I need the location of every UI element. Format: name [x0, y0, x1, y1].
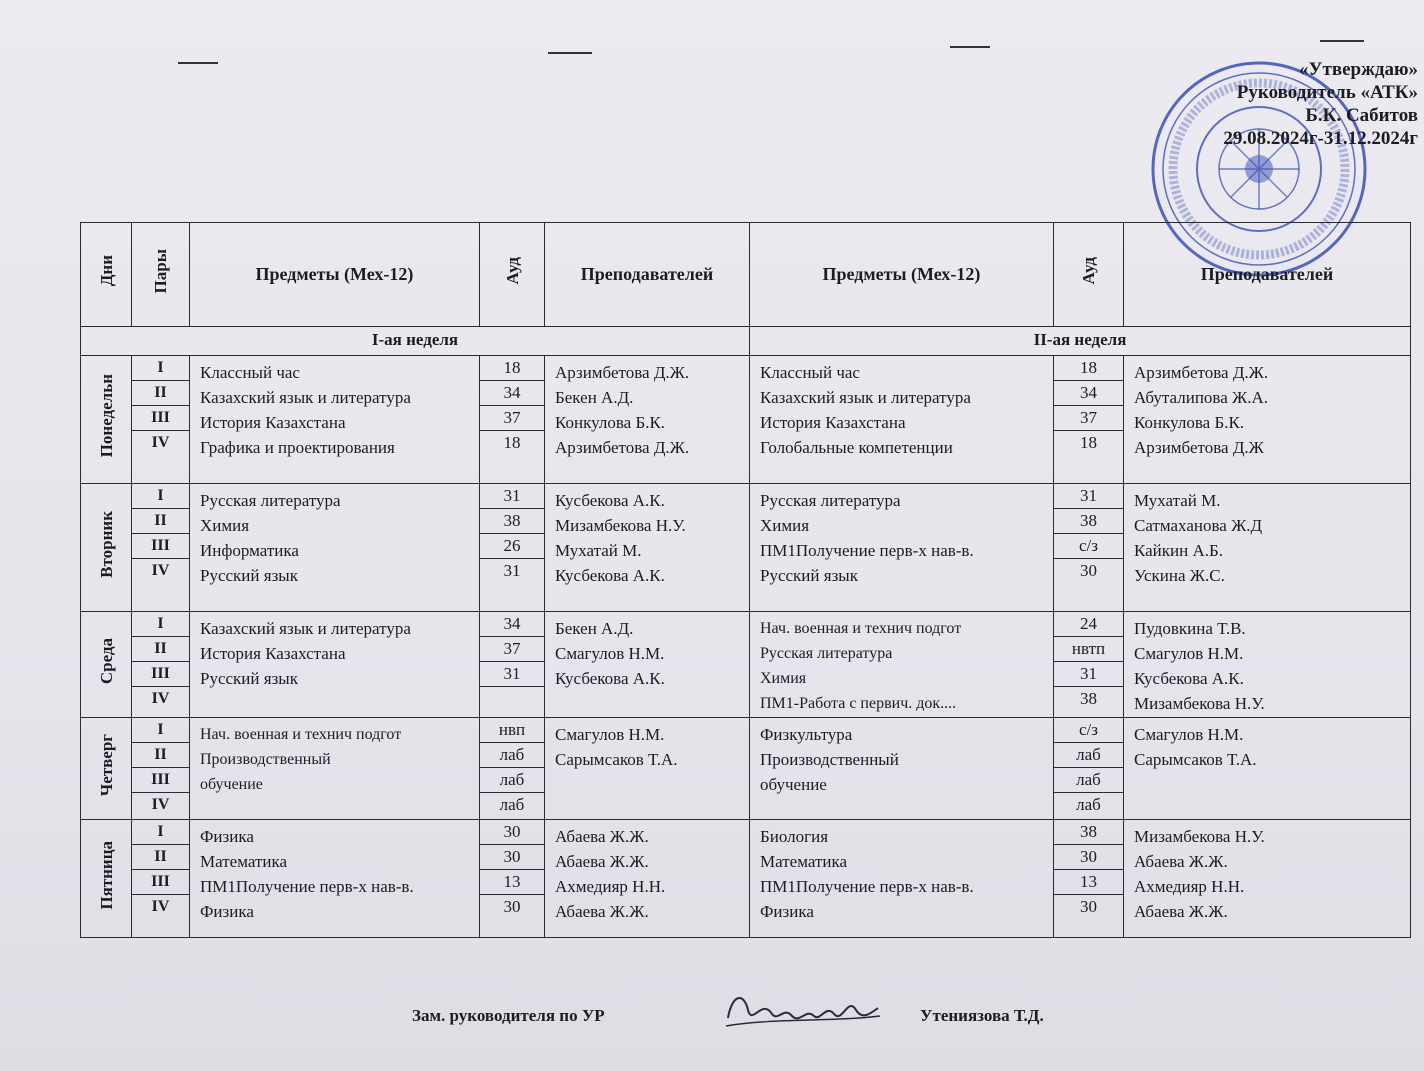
subject-item: Графика и проектирования: [200, 438, 395, 457]
pair-number: I: [132, 718, 189, 743]
teacher-item: Ускина Ж.С.: [1134, 566, 1225, 585]
subjects-week1-cell: [190, 612, 480, 718]
subject-item: Физика: [200, 827, 254, 846]
teacher-item: Абаева Ж.Ж.: [555, 827, 649, 846]
days-body: [81, 356, 1411, 938]
schedule-table: [80, 222, 1411, 938]
pair-number: IV: [151, 690, 170, 707]
aud-value: 34: [480, 612, 544, 637]
footer-name: Утениязова Т.Д.: [920, 1006, 1044, 1025]
day-name: Четверг: [96, 733, 116, 797]
aud-week1-cell: [480, 612, 545, 718]
day-row: [81, 484, 1411, 612]
pair-number: I: [132, 484, 189, 509]
aud-value: 18: [1054, 356, 1123, 381]
aud-value: [480, 687, 544, 711]
aud-value: 30: [503, 897, 521, 916]
aud-value: с/з: [1054, 534, 1123, 559]
aud-value: 31: [503, 561, 521, 580]
subject-item: Нач. военная и технич подгот: [760, 620, 962, 637]
aud-value: 30: [1080, 897, 1097, 916]
pairs-cell: [132, 356, 190, 484]
pair-number: III: [132, 768, 189, 793]
day-row: [81, 356, 1411, 484]
header-teachers-week2: Преподавателей: [1124, 223, 1411, 327]
teachers-week2-cell: [1124, 612, 1411, 718]
pair-number: II: [132, 743, 189, 768]
pair-number: I: [132, 820, 189, 845]
pair-number: I: [132, 612, 189, 637]
aud-week1-cell: [480, 820, 545, 938]
subject-item: Химия: [760, 516, 810, 535]
aud-value: 30: [1080, 561, 1097, 580]
day-name-cell: [81, 356, 132, 484]
top-dash-mark: [178, 62, 218, 64]
header-teachers-week1: Преподавателей: [545, 223, 750, 327]
subject-item: Русская литература: [760, 491, 901, 510]
subject-item: Производственный: [760, 750, 899, 769]
teacher-item: Мизамбекова Н.У.: [1134, 694, 1265, 713]
teachers-week2-cell: [1124, 484, 1411, 612]
subject-item: Биология: [760, 827, 829, 846]
teachers-week1-cell: [545, 718, 750, 820]
aud-value: нвтп: [1054, 637, 1123, 662]
teacher-item: Кусбекова А.К.: [1134, 669, 1244, 688]
teacher-item: Кусбекова А.К.: [555, 669, 665, 688]
subject-item: Физика: [200, 902, 254, 921]
subject-item: История Казахстана: [200, 413, 346, 432]
header-subjects-week2: Предметы (Мех-12): [750, 223, 1054, 327]
day-row: [81, 718, 1411, 820]
aud-value: 34: [480, 381, 544, 406]
subject-item: Химия: [760, 670, 807, 687]
day-name: Среда: [96, 637, 116, 685]
aud-value: 18: [503, 433, 521, 452]
teacher-item: Бекен А.Д.: [555, 388, 634, 407]
top-dash-mark: [1320, 40, 1364, 42]
subjects-week2-cell: [750, 612, 1054, 718]
approval-block: [1223, 58, 1418, 150]
teacher-item: Сатмаханова Ж.Д: [1134, 516, 1263, 535]
subject-item: ПМ1Получение перв-х нав-в.: [200, 877, 414, 896]
day-name-cell: [81, 820, 132, 938]
aud-week2-cell: [1054, 356, 1124, 484]
aud-value: 18: [1080, 433, 1097, 452]
teacher-item: Абаева Ж.Ж.: [1134, 852, 1228, 871]
day-name-cell: [81, 612, 132, 718]
pair-number: III: [132, 534, 189, 559]
subject-item: обучение: [200, 776, 263, 793]
teacher-item: Конкулова Б.К.: [1134, 413, 1245, 432]
teacher-item: Арзимбетова Д.Ж.: [555, 438, 690, 457]
aud-value: 38: [1080, 689, 1097, 708]
aud-week2-cell: [1054, 820, 1124, 938]
subject-item: Физика: [760, 902, 814, 921]
subject-item: Русская литература: [200, 491, 341, 510]
pair-number: IV: [151, 898, 170, 915]
subject-item: обучение: [760, 775, 827, 794]
teacher-item: Смагулов Н.М.: [1134, 725, 1244, 744]
subject-item: Физкультура: [760, 725, 853, 744]
teacher-item: Мухатай М.: [555, 541, 642, 560]
subject-item: Казахский язык и литература: [760, 388, 971, 407]
teachers-week1-cell: [545, 612, 750, 718]
aud-week1-cell: [480, 356, 545, 484]
aud-value: 38: [480, 509, 544, 534]
approval-title: «Утверждаю»: [1299, 59, 1418, 80]
aud-value: 38: [1054, 820, 1123, 845]
teachers-week1-cell: [545, 484, 750, 612]
aud-value: 38: [1054, 509, 1123, 534]
pair-number: III: [132, 662, 189, 687]
subject-item: Казахский язык и литература: [200, 388, 411, 407]
aud-value: 30: [1054, 845, 1123, 870]
aud-value: лаб: [1054, 768, 1123, 793]
subject-item: Русская литература: [760, 645, 893, 662]
teacher-item: Кайкин А.Б.: [1134, 541, 1224, 560]
teacher-item: Ахмедияр Н.Н.: [1134, 877, 1245, 896]
aud-week1-cell: [480, 484, 545, 612]
approval-name: Б.К. Сабитов: [1305, 105, 1418, 126]
pair-number: IV: [151, 434, 170, 451]
teacher-item: Мухатай М.: [1134, 491, 1221, 510]
subjects-week1-cell: [190, 484, 480, 612]
aud-value: 26: [480, 534, 544, 559]
teacher-item: Конкулова Б.К.: [555, 413, 666, 432]
teacher-item: Абаева Ж.Ж.: [555, 852, 649, 871]
aud-value: 18: [480, 356, 544, 381]
pairs-cell: [132, 484, 190, 612]
aud-week2-cell: [1054, 718, 1124, 820]
aud-value: 37: [480, 406, 544, 431]
aud-week1-cell: [480, 718, 545, 820]
pair-number: II: [132, 509, 189, 534]
week1-label: I-ая неделя: [81, 327, 750, 356]
subject-item: ПМ1Получение перв-х нав-в.: [760, 877, 974, 896]
day-row: [81, 820, 1411, 938]
subjects-week2-cell: [750, 484, 1054, 612]
aud-value: 31: [1054, 662, 1123, 687]
subjects-week2-cell: [750, 356, 1054, 484]
pairs-cell: [132, 612, 190, 718]
teacher-item: Смагулов Н.М.: [555, 644, 665, 663]
aud-value: с/з: [1054, 718, 1123, 743]
pair-number: II: [132, 845, 189, 870]
approval-position: Руководитель «АТК»: [1236, 82, 1418, 103]
day-name: Пятница: [96, 840, 116, 910]
subject-item: Математика: [200, 852, 288, 871]
header-aud-week1: Ауд: [480, 223, 545, 327]
teacher-item: Мизамбекова Н.У.: [1134, 827, 1265, 846]
subjects-week1-cell: [190, 718, 480, 820]
pairs-cell: [132, 820, 190, 938]
teacher-item: Абаева Ж.Ж.: [555, 902, 649, 921]
pair-number: IV: [151, 562, 170, 579]
pairs-cell: [132, 718, 190, 820]
subject-item: Казахский язык и литература: [200, 619, 411, 638]
subject-item: Нач. военная и технич подгот: [200, 726, 402, 743]
aud-value: 24: [1054, 612, 1123, 637]
day-name: Понедельн: [96, 374, 116, 458]
day-name: Вторник: [96, 510, 116, 578]
aud-value: 31: [480, 662, 544, 687]
week2-label: II-ая неделя: [750, 327, 1411, 356]
teacher-item: Арзимбетова Д.Ж.: [555, 363, 690, 382]
aud-value: лаб: [480, 768, 544, 793]
aud-value: лаб: [1076, 795, 1101, 814]
teacher-item: Сарымсаков Т.А.: [555, 750, 678, 769]
pair-number: II: [132, 637, 189, 662]
teacher-item: Смагулов Н.М.: [555, 725, 665, 744]
aud-value: лаб: [480, 743, 544, 768]
subject-item: Русский язык: [760, 566, 858, 585]
subject-item: Классный час: [760, 363, 860, 382]
teachers-week2-cell: [1124, 820, 1411, 938]
subject-item: Русский язык: [200, 566, 298, 585]
teacher-item: Кусбекова А.К.: [555, 491, 665, 510]
header-pairs: Пары: [132, 223, 190, 327]
teacher-item: Бекен А.Д.: [555, 619, 634, 638]
aud-value: 31: [1054, 484, 1123, 509]
subject-item: ПМ1-Работа с первич. док....: [760, 695, 957, 712]
subject-item: Математика: [760, 852, 848, 871]
teacher-item: Арзимбетова Д.Ж: [1134, 438, 1264, 457]
aud-value: лаб: [1054, 743, 1123, 768]
aud-week2-cell: [1054, 612, 1124, 718]
top-dash-mark: [548, 52, 592, 54]
aud-week2-cell: [1054, 484, 1124, 612]
aud-value: 13: [480, 870, 544, 895]
aud-value: нвп: [480, 718, 544, 743]
aud-value: лаб: [499, 795, 525, 814]
aud-value: 34: [1054, 381, 1123, 406]
subject-item: Информатика: [200, 541, 299, 560]
header-subjects-week1: Предметы (Мех-12): [190, 223, 480, 327]
aud-value: 13: [1054, 870, 1123, 895]
day-name-cell: [81, 718, 132, 820]
pair-number: IV: [151, 796, 170, 813]
day-name-cell: [81, 484, 132, 612]
aud-value: 30: [480, 845, 544, 870]
top-dash-mark: [950, 46, 990, 48]
teachers-week1-cell: [545, 356, 750, 484]
subject-item: История Казахстана: [200, 644, 346, 663]
pair-number: III: [132, 406, 189, 431]
approval-period: 29.08.2024г-31.12.2024г: [1223, 128, 1418, 149]
pair-number: III: [132, 870, 189, 895]
teachers-week2-cell: [1124, 718, 1411, 820]
pair-number: II: [132, 381, 189, 406]
teacher-item: Мизамбекова Н.У.: [555, 516, 686, 535]
subjects-week1-cell: [190, 356, 480, 484]
subject-item: ПМ1Получение перв-х нав-в.: [760, 541, 974, 560]
day-row: [81, 612, 1411, 718]
teacher-item: Абуталипова Ж.А.: [1134, 388, 1269, 407]
aud-value: 37: [480, 637, 544, 662]
subjects-week1-cell: [190, 820, 480, 938]
subjects-week2-cell: [750, 820, 1054, 938]
footer-position: Зам. руководителя по УР: [412, 1006, 605, 1025]
subject-item: История Казахстана: [760, 413, 906, 432]
header-days: Дни: [81, 223, 132, 327]
pair-number: I: [132, 356, 189, 381]
aud-value: 37: [1054, 406, 1123, 431]
teacher-item: Ахмедияр Н.Н.: [555, 877, 666, 896]
teacher-item: Абаева Ж.Ж.: [1134, 902, 1228, 921]
teachers-week2-cell: [1124, 356, 1411, 484]
teachers-week1-cell: [545, 820, 750, 938]
teacher-item: Кусбекова А.К.: [555, 566, 665, 585]
teacher-item: Пудовкина Т.В.: [1134, 619, 1246, 638]
teacher-item: Смагулов Н.М.: [1134, 644, 1244, 663]
subject-item: Химия: [200, 516, 250, 535]
teacher-item: Сарымсаков Т.А.: [1134, 750, 1257, 769]
aud-value: 31: [480, 484, 544, 509]
subject-item: Классный час: [200, 363, 300, 382]
subject-item: Русский язык: [200, 669, 298, 688]
aud-value: 30: [480, 820, 544, 845]
header-aud-week2: Ауд: [1054, 223, 1124, 327]
handwritten-signature: [722, 988, 882, 1034]
subject-item: Голобальные компетенции: [760, 438, 953, 457]
subjects-week2-cell: [750, 718, 1054, 820]
teacher-item: Арзимбетова Д.Ж.: [1134, 363, 1269, 382]
subject-item: Производственный: [200, 751, 331, 768]
